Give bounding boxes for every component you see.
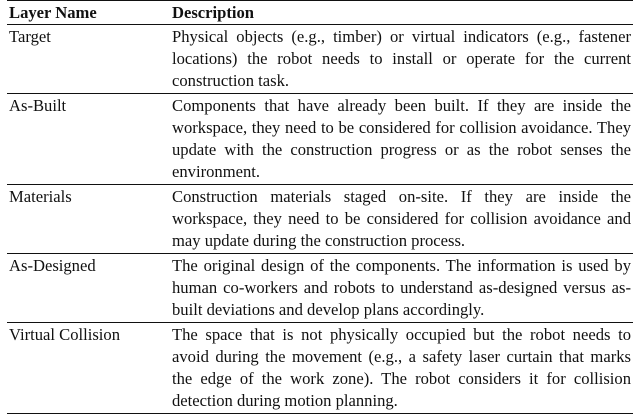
layer-table — [7, 0, 633, 414]
table-body — [7, 25, 633, 414]
layer-name-cell: As-Designed — [9, 256, 96, 275]
header-row — [7, 1, 633, 25]
table-row — [7, 94, 633, 185]
table-row — [7, 323, 633, 414]
layer-name-cell: As-Built — [9, 96, 67, 115]
header-layer-name: Layer Name — [9, 3, 97, 22]
layer-name-cell: Target — [9, 27, 51, 46]
layer-description-cell: The space that is not physically occupied but the robot needs to avoid during the movement (e.g., a safety laser curtain that marks the edge of the work zone). The robot considers it for collision detection during motion planning. — [172, 325, 631, 410]
table-header — [7, 1, 633, 25]
layer-description-cell: Physical objects (e.g., timber) or virtual indicators (e.g., fastener locations) the robot needs to install or operate for the current construction task. — [172, 27, 631, 90]
layer-description-cell: The original design of the components. The information is used by human co-workers and robots to understand as-designed versus as-built deviations and develop plans accordingly. — [172, 256, 631, 319]
layer-table-container — [7, 0, 633, 414]
table-row — [7, 185, 633, 254]
header-description: Description — [172, 3, 255, 22]
layer-name-cell: Virtual Collision — [9, 325, 121, 344]
layer-name-cell: Materials — [9, 187, 72, 206]
layer-description-cell: Components that have already been built. If they are inside the workspace, they need to be considered for collision avoidance. They update with the construction progress or as the robot senses the environment. — [172, 96, 631, 181]
table-row — [7, 254, 633, 323]
table-row — [7, 25, 633, 94]
layer-description-cell: Construction materials staged on-site. If they are inside the workspace, they need to be considered for collision avoidance and may update during the construction process. — [172, 187, 631, 250]
